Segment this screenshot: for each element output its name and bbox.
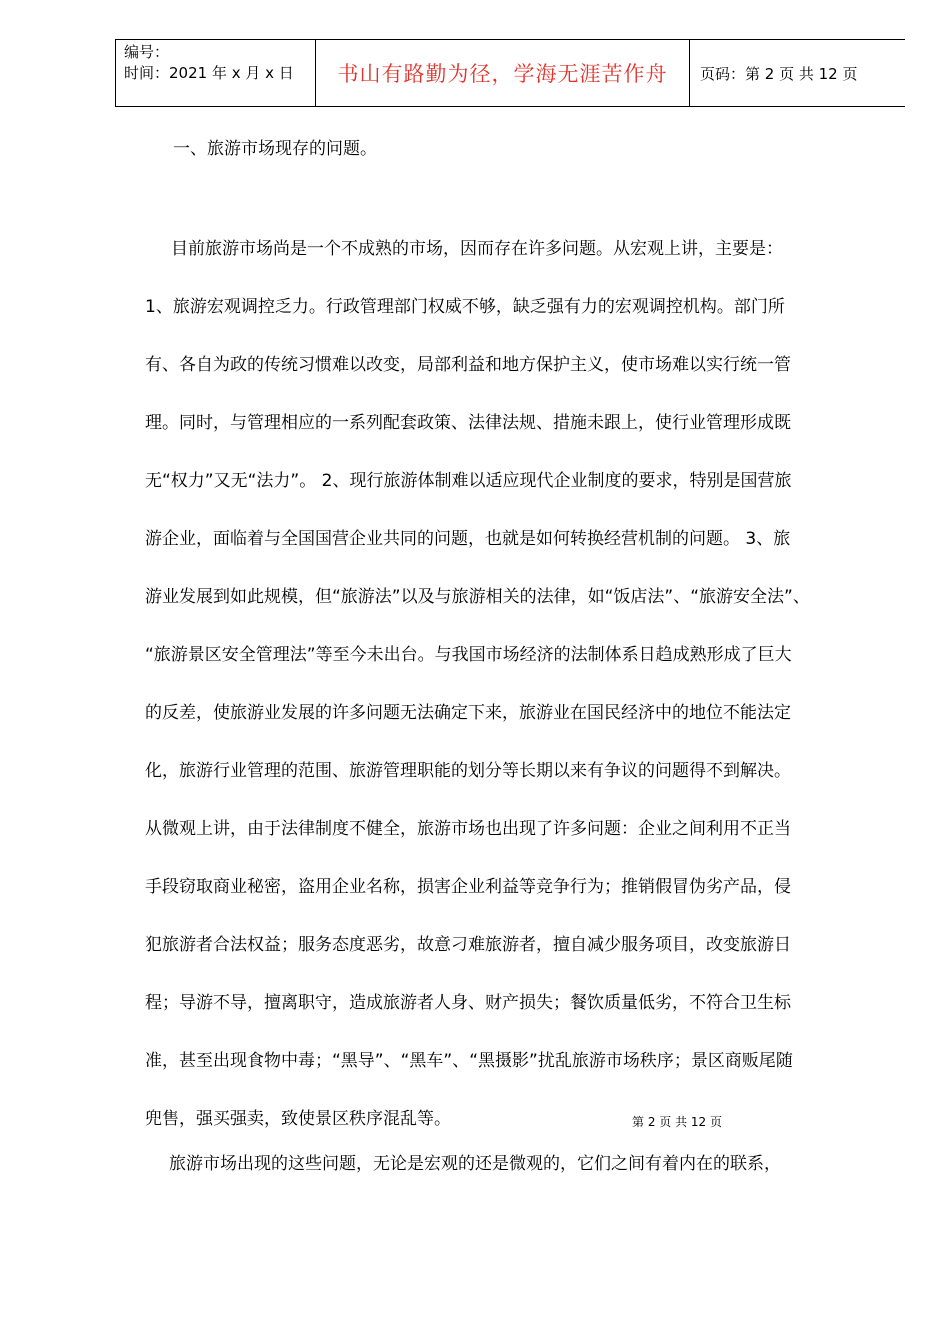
- paragraph-line: 有、各自为政的传统习惯难以改变，局部利益和地方保护主义，使市场难以实行统一管: [145, 355, 791, 375]
- paragraph-line: 游业发展到如此规模，但“旅游法”以及与旅游相关的法律，如“饭店法”、“旅游安全法”、: [145, 587, 810, 607]
- paragraph-line: 无“权力”又无“法力”。 2、现行旅游体制难以适应现代企业制度的要求，特别是国营旅: [145, 471, 792, 491]
- paragraph-line: 化，旅游行业管理的范围、旅游管理职能的划分等长期以来有争议的问题得不到解决。: [145, 761, 791, 781]
- paragraph-line: 从微观上讲，由于法律制度不健全，旅游市场也出现了许多问题：企业之间利用不正当: [145, 819, 791, 839]
- intro-line: 目前旅游市场尚是一个不成熟的市场，因而存在许多问题。从宏观上讲，主要是：: [171, 239, 783, 259]
- date-label: 时间：2021 年 x 月 x 日: [124, 64, 294, 82]
- header-motto: 书山有路勤为径，学海无涯苦作舟: [316, 40, 690, 106]
- paragraph-line: “旅游景区安全管理法”等至今未出台。与我国市场经济的法制体系日趋成熟形成了巨大: [145, 645, 792, 665]
- closing-paragraph: [169, 1135, 781, 1193]
- main-paragraph: [145, 278, 810, 1148]
- section-heading: 一、旅游市场现存的问题。: [173, 139, 377, 159]
- paragraph-line: 手段窃取商业秘密，盗用企业名称，损害企业利益等竞争行为；推销假冒伪劣产品，侵: [145, 877, 791, 897]
- page-number-footer: 第 2 页 共 12 页: [632, 1115, 722, 1129]
- paragraph-line: 兜售，强买强卖，致使景区秩序混乱等。: [145, 1109, 451, 1129]
- closing-line: 旅游市场出现的这些问题，无论是宏观的还是微观的，它们之间有着内在的联系，: [169, 1154, 781, 1174]
- paragraph-line: 程；导游不导，擅离职守，造成旅游者人身、财产损失；餐饮质量低劣，不符合卫生标: [145, 993, 791, 1013]
- intro-paragraph: [171, 220, 783, 278]
- header-meta-cell: [116, 40, 316, 106]
- document-header: [115, 39, 905, 107]
- header-page-label: 页码：第 2 页 共 12 页: [700, 64, 858, 83]
- paragraph-line: 1、旅游宏观调控乏力。行政管理部门权威不够，缺乏强有力的宏观调控机构。部门所: [145, 297, 785, 317]
- paragraph-line: 的反差，使旅游业发展的许多问题无法确定下来，旅游业在国民经济中的地位不能法定: [145, 703, 791, 723]
- number-label: 编号：: [124, 43, 170, 61]
- paragraph-line: 理。同时，与管理相应的一系列配套政策、法律法规、措施未跟上，使行业管理形成既: [145, 413, 791, 433]
- paragraph-line: 游企业，面临着与全国国营企业共同的问题，也就是如何转换经营机制的问题。 3、旅: [145, 529, 791, 549]
- paragraph-line: 准，甚至出现食物中毒；“黑导”、“黑车”、“黑摄影”扰乱旅游市场秩序；景区商贩尾随: [145, 1051, 793, 1071]
- paragraph-line: 犯旅游者合法权益；服务态度恶劣，故意刁难旅游者，擅自减少服务项目，改变旅游日: [145, 935, 791, 955]
